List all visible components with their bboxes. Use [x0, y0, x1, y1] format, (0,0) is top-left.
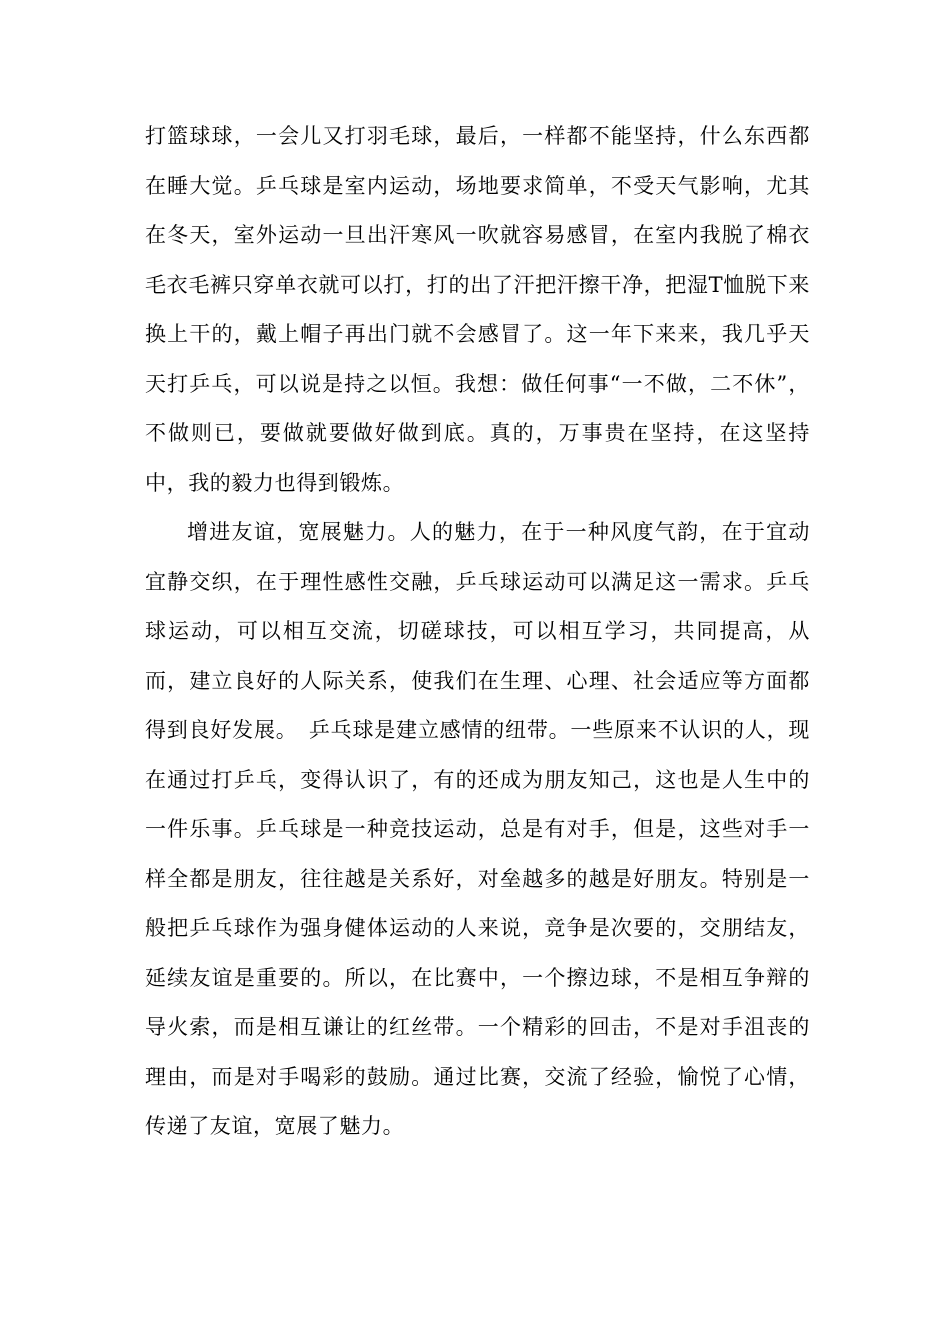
document-page	[145, 112, 810, 1152]
paragraph-friendship: 增进友谊，宽展魅力。人的魅力，在于一种风度气韵，在于宜动宜静交织，在于理性感性交融，乒乓球运动可以满足这一需求。乒乓球运动，可以相互交流，切磋球技，可以相互学习，共同提高，从而，建立良好的人际关系，使我们在生理、心理、社会适应等方面都得到良好发展。 乒乓球是建立感情的纽带。一些原来不认识的人，现在通过打乒乓，变得认识了，有的还成为朋友知己，这也是人生中的一件乐事。乒乓球是一种竞技运动，总是有对手，但是，这些对手一样全都是朋友，往往越是关系好，对垒越多的越是好朋友。特别是一般把乒乓球作为强身健体运动的人来说，竞争是次要的，交朋结友，延续友谊是重要的。所以，在比赛中，一个擦边球，不是相互争辩的导火索，而是相互谦让的红丝带。一个精彩的回击，不是对手沮丧的理由，而是对手喝彩的鼓励。通过比赛，交流了经验，愉悦了心情，传递了友谊，宽展了魅力。	[145, 520, 810, 1138]
paragraph-persistence: 打篮球球，一会儿又打羽毛球，最后，一样都不能坚持，什么东西都在睡大觉。乒乓球是室内运动，场地要求简单，不受天气影响，尤其在冬天，室外运动一旦出汗寒风一吹就容易感冒，在室内我脱了棉衣毛衣毛裤只穿单衣就可以打，打的出了汗把汗擦干净，把湿T恤脱下来换上干的，戴上帽子再出门就不会感冒了。这一年下来来，我几乎天天打乒乓，可以说是持之以恒。我想：做任何事“一不做，二不休”，不做则已，要做就要做好做到底。真的，万事贵在坚持，在这坚持中，我的毅力也得到锻炼。	[145, 124, 810, 495]
